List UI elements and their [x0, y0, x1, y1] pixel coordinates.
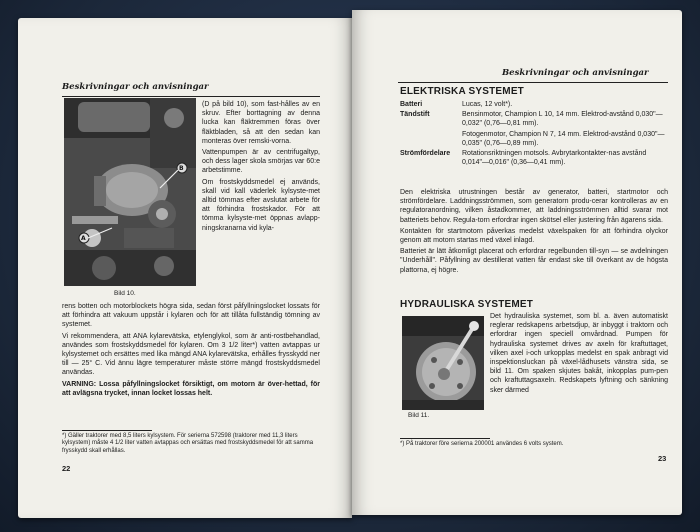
- photo-caption-11: Bild 11.: [408, 412, 430, 419]
- spec-key: Batteri: [400, 101, 423, 108]
- engine-photo-graphic: [64, 98, 196, 286]
- body-paragraph-2: Vi rekommendera, att ANA kylarevätska, etylenglykol, som är anti-rostbehandlad, användes som frostskyddsmedel för kylaren. Om 3 1/2 liter*) vatten avtappas ur kylsystemet och ersättes med lika mängd ANA kylarevätska, erhålles frysskydd ner till — 25° C. Vid ännu lägre temperaturer måste större mängd frostskyddsmedel användas.: [62, 332, 320, 377]
- hydraulic-lever-photo: [402, 316, 484, 410]
- hydrauliska-body: [490, 312, 668, 397]
- hydrauliska-paragraph: Det hydrauliska systemet, som bl. a. även automatiskt reglerar redskapens arbetsdjup, är inbyggt i traktorn och erfordrar ingen speciell omvårdnad. Pumpen för hydrauliska systemet drives av axeln för kraftuttaget, vilken axel i-och urkopplas medelst en spak anbragt vid inspektionsluckan på växel-lådhusets vänstra sida, se bild 11. Om spaken skjutes bakåt, inkopplas pum-pen och kraftuttagsaxeln. Redskapets lyftning och sänkning sker därmed: [490, 313, 668, 394]
- elektriska-paragraph-2: Kontakten för startmotorn påverkas medelst växelspaken för att förhindra olyckor genom att motorn startas med växel inlagd.: [400, 227, 668, 245]
- photo-label-b: B: [179, 165, 184, 172]
- spec-key: [400, 130, 462, 148]
- engine-photo: [64, 98, 196, 286]
- right-footnote: *) På traktorer före serierna 200001 användes 6 volts system.: [400, 441, 564, 447]
- section-hydrauliska-title: HYDRAULISKA SYSTEMET: [400, 299, 534, 310]
- left-header-rule: [62, 96, 320, 97]
- page-number-left: 22: [62, 464, 71, 473]
- spec-row: [400, 100, 670, 109]
- side-paragraph-3: Om frostskyddsmedel ej används, skall vid kall väderlek kylsyste-met alltid tömmas efter avslutat arbete för att förhindra frostskador. För att tömma kylsyste-met öppnas avlapp-ningskranarna vid kyla-: [202, 178, 320, 232]
- spec-value: Rotationsriktningen motsols. Avbrytarkontakter-nas avstånd 0,014"—0,016" (0,36—0,41 mm).: [462, 150, 647, 167]
- spec-row: [400, 149, 670, 167]
- spec-table: [400, 100, 670, 168]
- right-page: [352, 10, 682, 515]
- right-page-header: Beskrivningar och anvisningar: [502, 68, 649, 78]
- elektriska-paragraph-1: Den elektriska utrustningen består av generator, batteri, startmotor och strömfördelare. Laddningsströmmen, som generatorn produ-cerar kontrolleras av en regulatoranordning, vilken åstadkommer, att laddningsströmmen alltid svarar mot batteriets behov. Regula-torn erfordrar ingen skötsel eller justering från ägarens sida.: [400, 189, 668, 224]
- right-header-rule: [398, 82, 668, 83]
- spec-value: Lucas, 12 volt*).: [462, 101, 513, 108]
- page-number-right: 23: [658, 454, 667, 463]
- left-footnote-rule: [62, 430, 152, 431]
- warning-paragraph: VARNING: Lossa påfyllningslocket försiktigt, om motorn är över-hettad, för att avlägsna trycket, innan locket lossas helt.: [62, 380, 320, 397]
- photo-label-a: A: [81, 235, 86, 242]
- spec-row: [400, 110, 670, 128]
- body-paragraph-1: rens botten och motorblockets högra sida, sedan först påfyllningslocket lossats för att förhindra att vakuum uppstår i kylaren och för att tillåta fullständig tömning av systemet.: [62, 303, 320, 329]
- left-page: [18, 18, 352, 518]
- side-paragraph-1: (D på bild 10), som fast-hålles av en skruv. Efter borttagning av denna lucka kan fläktremmen föras över fläktbladen, så att den sedan kan monteras över remski-vorna.: [202, 101, 320, 145]
- hydraulic-lever-graphic: [402, 316, 484, 410]
- right-footnote-rule: [400, 438, 490, 439]
- spec-key: Tändstift: [400, 111, 430, 119]
- left-footnote: *) Gäller traktorer med 8,5 liters kylsystem. För serierna 572598 (traktorer med 11,3 liters kylsystem) måste 4 1/2 liter vatten avtappas och ersättas med frostskyddsmedel för att samma frysskydd skall erhållas.: [62, 433, 314, 454]
- photo-caption-10: Bild 10.: [114, 290, 136, 297]
- elektriska-paragraph-3: Batteriet är lätt åtkomligt placerat och erfordrar regelbunden till-syn — se avdelningen "Underhåll". Påfyllning av destillerat vatten får endast ske till överkant av de högsta plattorna, ej högre.: [400, 248, 668, 274]
- elektriska-body: [400, 188, 668, 277]
- left-body: [62, 302, 320, 400]
- section-elektriska-title: ELEKTRISKA SYSTEMET: [400, 86, 524, 97]
- side-paragraph-2: Vattenpumpen är av centrifugaltyp, och dess lager skola smörjas var 60:e arbetstimme.: [202, 149, 320, 175]
- spec-value: Fotogenmotor, Champion N 7, 14 mm. Elektrod-avstånd 0,030"—0,035" (0,76—0,89 mm).: [462, 130, 665, 147]
- spec-key: Strömfördelare: [400, 150, 451, 158]
- spec-row: [400, 130, 670, 148]
- side-column: [202, 100, 320, 235]
- left-page-header: Beskrivningar och anvisningar: [62, 82, 209, 92]
- spec-value: Bensinmotor, Champion L 10, 14 mm. Elektrod-avstånd 0,030"—0,032" (0,76—0,81 mm).: [462, 111, 663, 128]
